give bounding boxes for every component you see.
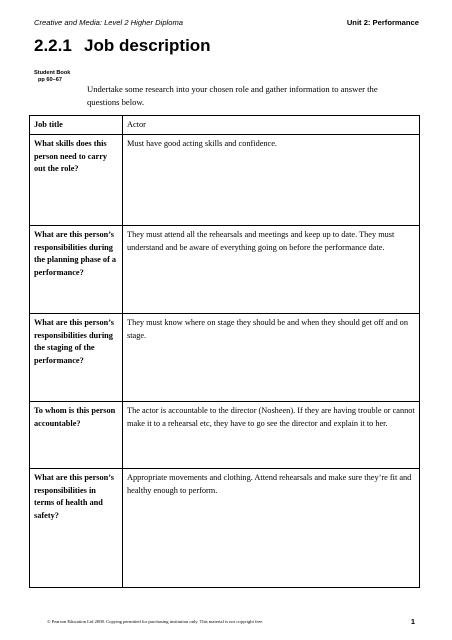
page-title xyxy=(34,36,211,56)
table-row xyxy=(30,226,420,314)
question-cell: To whom is this person accountable? xyxy=(30,402,123,469)
student-book-label: Student Book xyxy=(34,70,71,76)
answer-cell: They must attend all the rehearsals and meetings and keep up to date. They must understand and be aware of everything going on before the performance date. xyxy=(123,226,420,314)
question-cell: What are this person’s responsibilities during the planning phase of a performance? xyxy=(30,226,123,314)
job-title-value: Actor xyxy=(123,116,420,135)
running-header-left: Creative and Media: Level 2 Higher Diploma xyxy=(34,18,183,27)
job-title-label: Job title xyxy=(30,116,123,135)
copyright-notice: © Pearson Education Ltd 2008. Copying permitted for purchasing institution only. This material is not copyright free. xyxy=(47,619,264,624)
job-description-table xyxy=(29,115,420,588)
answer-cell: They must know where on stage they should be and when they should get off and on stage. xyxy=(123,314,420,402)
table-row xyxy=(30,314,420,402)
answer-cell: Must have good acting skills and confidence. xyxy=(123,135,420,226)
table-header-row xyxy=(30,116,420,135)
page-number: 1 xyxy=(410,617,415,626)
table-row xyxy=(30,402,420,469)
section-title: Job description xyxy=(84,36,211,55)
answer-cell: Appropriate movements and clothing. Attend rehearsals and make sure they’re fit and healthy enough to perform. xyxy=(123,469,420,588)
student-book-reference xyxy=(34,70,70,83)
answer-cell: The actor is accountable to the director (Nosheen). If they are having trouble or cannot make it to a rehearsal etc, they have to go see the director and explain it to her. xyxy=(123,402,420,469)
table-row xyxy=(30,135,420,226)
running-header-right: Unit 2: Performance xyxy=(346,18,419,27)
instructions-paragraph: Undertake some research into your chosen role and gather information to answer the questions below. xyxy=(87,84,378,107)
section-number: 2.2.1 xyxy=(34,36,72,55)
question-cell: What are this person’s responsibilities in terms of health and safety? xyxy=(30,469,123,588)
question-cell: What skills does this person need to carry out the role? xyxy=(30,135,123,226)
table-row xyxy=(30,469,420,588)
student-book-pages: pp 60–67 xyxy=(38,76,62,83)
question-cell: What are this person’s responsibilities during the staging of the performance? xyxy=(30,314,123,402)
